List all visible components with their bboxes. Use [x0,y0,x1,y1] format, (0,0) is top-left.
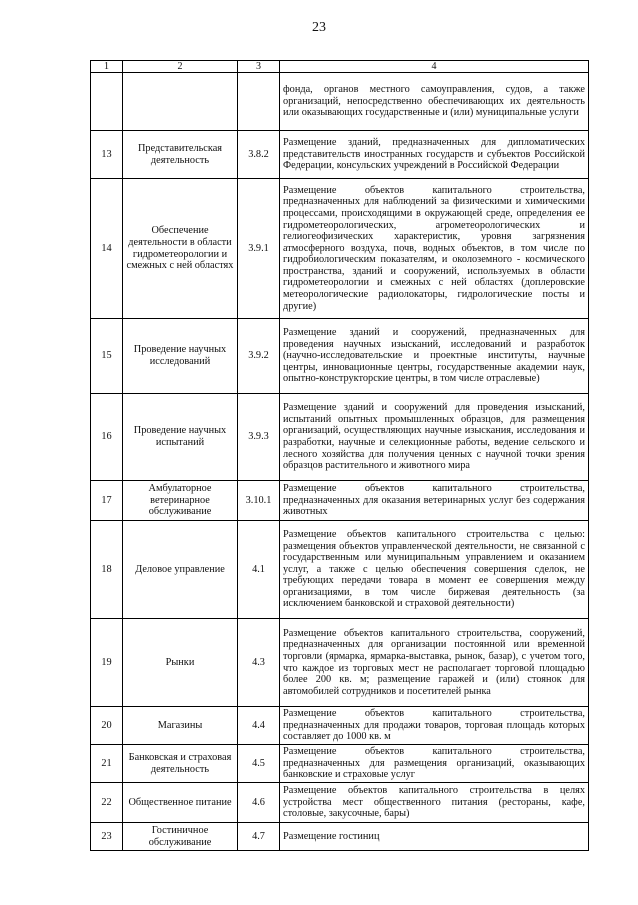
row-name: Обеспечение деятельности в области гидрометеорологии и смежных с ней областях [123,179,238,319]
row-name: Деловое управление [123,521,238,619]
row-description: Размещение объектов капитального строительства в целях устройства мест общественного питания (рестораны, кафе, столовые, закусочные, бары) [280,783,589,823]
row-name: Амбулаторное ветеринарное обслуживание [123,481,238,521]
row-description: Размещение объектов капитального строительства, предназначенных для размещения организаций, оказывающих банковские и страховые услуг [280,745,589,783]
header-col-2: 2 [123,61,238,73]
row-name [123,73,238,131]
header-col-3: 3 [238,61,280,73]
row-name: Проведение научных исследований [123,319,238,394]
table-row [91,521,589,619]
table-row [91,783,589,823]
row-description: фонда, органов местного самоуправления, судов, а также организаций, непосредственно обеспечивающих их деятельность или оказывающих государственные и (или) муниципальные услуги [280,73,589,131]
row-number: 17 [91,481,123,521]
row-code: 3.9.3 [238,394,280,481]
row-number: 22 [91,783,123,823]
table-row [91,745,589,783]
row-name: Представительская деятельность [123,131,238,179]
table-row [91,481,589,521]
row-code: 3.9.1 [238,179,280,319]
row-name: Магазины [123,707,238,745]
row-description: Размещение зданий и сооружений для проведения изысканий, испытаний опытных промышленных образцов, для размещения организаций, осуществляющих научные изыскания, исследования и разработки, научные и селекционные работы, ведение сельского и лесного хозяйства для получения ценных с научной точки зрения образцов растительного и животного мира [280,394,589,481]
row-name: Банковская и страховая деятельность [123,745,238,783]
row-number: 20 [91,707,123,745]
row-description: Размещение зданий, предназначенных для дипломатических представительств иностранных государств и субъектов Российской Федерации, консульских учреждений в Российской Федерации [280,131,589,179]
row-description: Размещение гостиниц [280,823,589,851]
row-number: 21 [91,745,123,783]
row-code: 4.6 [238,783,280,823]
table-row [91,319,589,394]
row-number [91,73,123,131]
row-name: Рынки [123,619,238,707]
table-row [91,73,589,131]
header-col-1: 1 [91,61,123,73]
row-code: 3.10.1 [238,481,280,521]
table-row [91,131,589,179]
row-name: Гостиничное обслуживание [123,823,238,851]
row-code: 4.1 [238,521,280,619]
row-code: 3.8.2 [238,131,280,179]
row-description: Размещение объектов капитального строительства с целью: размещения объектов управленческой деятельности, не связанной с государственным или муниципальным управлением и оказанием услуг, а также с целью обеспечения совершения сделок, не требующих передачи товара в момент ее совершения между организациями, в том числе биржевая деятельность (за исключением банковской и страховой деятельности) [280,521,589,619]
row-description: Размещение объектов капитального строительства, предназначенных для продажи товаров, торговая площадь которых составляет до 1000 кв. м [280,707,589,745]
header-col-4: 4 [280,61,589,73]
row-number: 19 [91,619,123,707]
table-row [91,619,589,707]
row-number: 18 [91,521,123,619]
row-number: 15 [91,319,123,394]
page-number: 23 [312,20,326,35]
row-code: 3.9.2 [238,319,280,394]
row-number: 13 [91,131,123,179]
table-row [91,179,589,319]
row-number: 16 [91,394,123,481]
row-description: Размещение зданий и сооружений, предназначенных для проведения научных изысканий, исследований и разработок (научно-исследовательские и проектные институты, научные центры, инновационные центры, государственные академии наук, опытно-конструкторские центры, в том числе отраслевые) [280,319,589,394]
row-name: Общественное питание [123,783,238,823]
row-name: Проведение научных испытаний [123,394,238,481]
row-code [238,73,280,131]
table-row [91,707,589,745]
row-number: 14 [91,179,123,319]
row-description: Размещение объектов капитального строительства, предназначенных для наблюдений за физическими и химическими процессами, происходящими в окружающей среде, определения ее гидрометеорологических, агрометеорологических и гелиогеофизических характеристик, уровня загрязнения атмосферного воздуха, почв, водных объектов, в том числе по гидробиологическим показателям, и околоземного - космического пространства, зданий и сооружений, используемых в области гидрометеорологии и смежных с ней областях (доплеровские метеорологические радиолокаторы, гидрологические посты и другие) [280,179,589,319]
row-code: 4.3 [238,619,280,707]
row-code: 4.7 [238,823,280,851]
row-code: 4.5 [238,745,280,783]
table-row [91,394,589,481]
row-description: Размещение объектов капитального строительства, предназначенных для оказания ветеринарных услуг без содержания животных [280,481,589,521]
table-header-row [91,61,589,73]
land-use-table [90,60,589,851]
table-row [91,823,589,851]
row-code: 4.4 [238,707,280,745]
row-description: Размещение объектов капитального строительства, сооружений, предназначенных для организации постоянной или временной торговли (ярмарка, ярмарка-выставка, рынок, базар), с учетом того, что каждое из торговых мест не располагает торговой площадью более 200 кв. м; размещение гаражей и (или) стоянок для автомобилей сотрудников и посетителей рынка [280,619,589,707]
row-number: 23 [91,823,123,851]
